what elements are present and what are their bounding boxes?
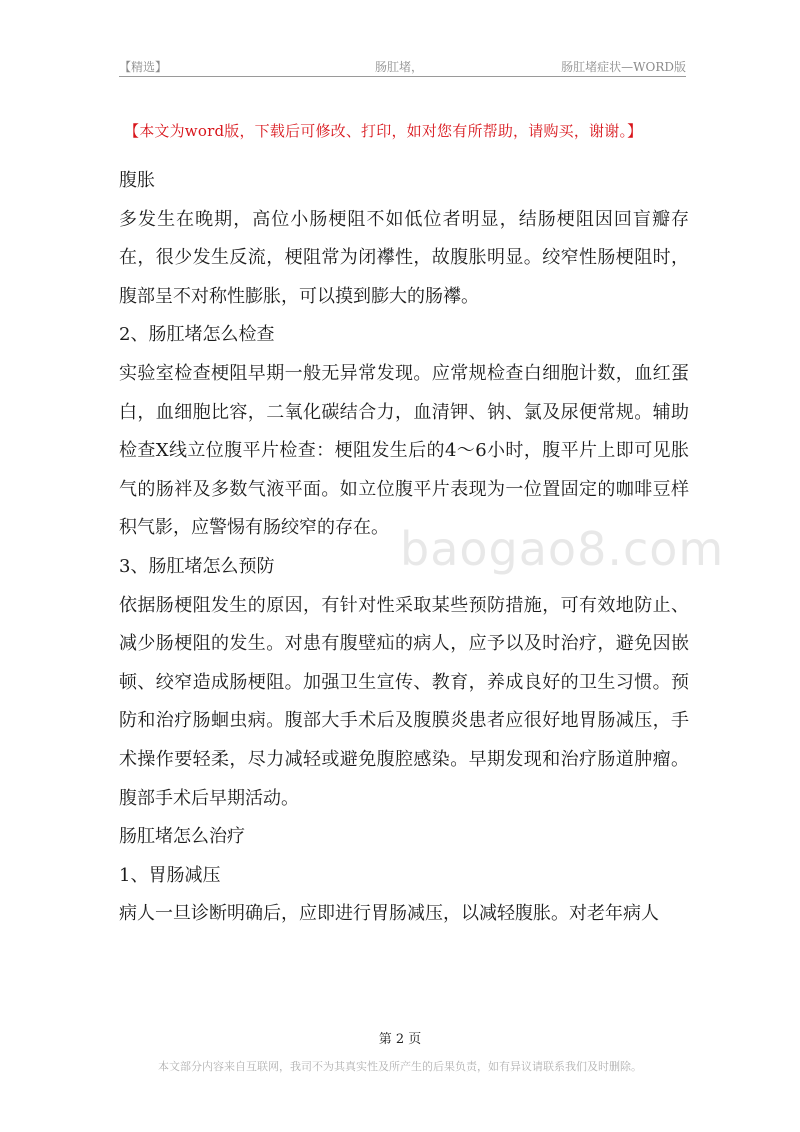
section-heading: 腹胀 — [119, 170, 155, 191]
section-heading: 3、肠肛堵怎么预防 — [119, 555, 275, 577]
page-header — [119, 56, 686, 77]
header-center-text: 肠肛堵， — [375, 60, 424, 74]
body-paragraph: 实验室检查梗阻早期一般无异常发现。应常规检查白细胞计数，血红蛋白，血细胞比容，二氧化碳结合力，血清钾、钠、氯及尿便常规。辅助检查X线立位腹平片检查：梗阻发生后的4～6小时，腹平片上即可见胀气的肠袢及多数气液平面。如立位腹平片表现为一位置固定的咖啡豆样积气影，应警惕有肠绞窄的存在。 — [119, 362, 689, 539]
footer-disclaimer: 本文部分内容来自互联网，我司不为其真实性及所产生的后果负责，如有异议请联系我们及时删除。 — [158, 1060, 642, 1073]
purchase-notice: 【本文为word版，下载后可修改、打印，如对您有所帮助，请购买，谢谢。】 — [124, 122, 643, 140]
section-heading: 2、肠肛堵怎么检查 — [119, 324, 275, 346]
watermark: baogao8.com — [400, 522, 725, 576]
header-right-text: 肠肛堵症状—WORD版 — [561, 60, 686, 74]
body-paragraph: 多发生在晚期，高位小肠梗阻不如低位者明显，结肠梗阻因回盲瓣存在，很少发生反流，梗阻常为闭襻性，故腹胀明显。绞窄性肠梗阻时，腹部呈不对称性膨胀，可以摸到膨大的肠襻。 — [119, 208, 689, 307]
page-number: 第 2 页 — [378, 1032, 422, 1047]
body-paragraph: 依据肠梗阻发生的原因，有针对性采取某些预防措施，可有效地防止、减少肠梗阻的发生。对患有腹壁疝的病人，应予以及时治疗，避免因嵌顿、绞窄造成肠梗阻。加强卫生宣传、教育，养成良好的卫生习惯。预防和治疗肠蛔虫病。腹部大手术后及腹膜炎患者应很好地胃肠减压，手术操作要轻柔，尽力减轻或避免腹腔感染。早期发现和治疗肠道肿瘤。腹部手术后早期活动。 — [119, 594, 689, 809]
header-left-text: 【精选】 — [119, 60, 168, 74]
section-heading: 肠肛堵怎么治疗 — [119, 826, 245, 848]
section-heading: 1、胃肠减压 — [119, 864, 221, 886]
body-paragraph: 病人一旦诊断明确后，应即进行胃肠减压，以减轻腹胀。对老年病人 — [119, 903, 659, 925]
